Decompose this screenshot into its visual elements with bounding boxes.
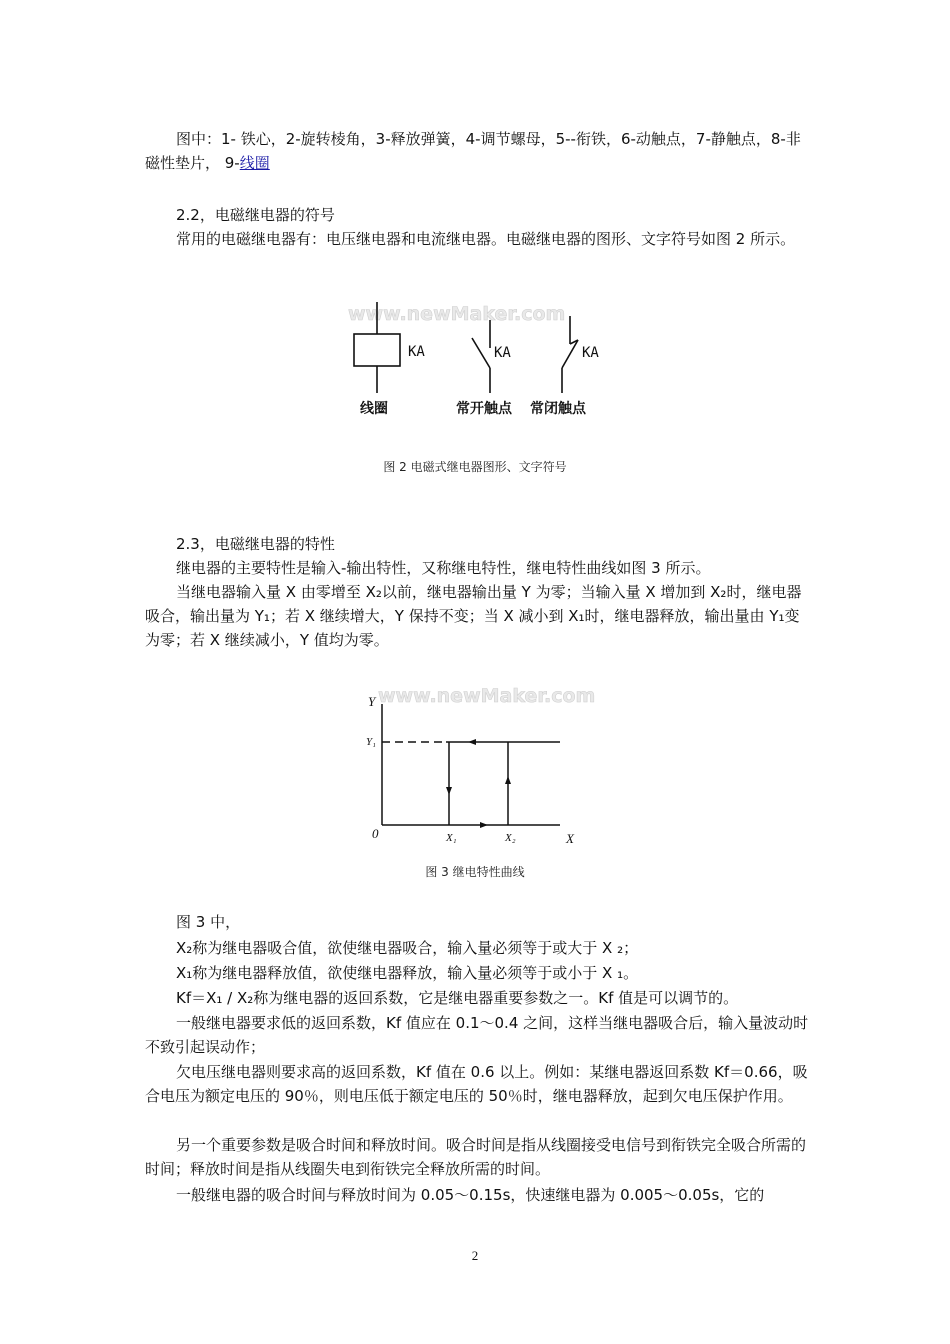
no-ka-label: KA bbox=[494, 345, 511, 361]
section-2-3-p1: 继电器的主要特性是输入-输出特性，又称继电特性，继电特性曲线如图 3 所示。 bbox=[176, 559, 711, 577]
down-arrow-x1 bbox=[446, 787, 452, 795]
coil-label: 线圈 bbox=[360, 401, 388, 417]
x1-label: X₁ bbox=[446, 832, 457, 844]
x-axis-label: X bbox=[566, 831, 574, 846]
figure-3-caption: 图 3 继电特性曲线 bbox=[425, 865, 525, 879]
nc-contact-label: 常闭触点 bbox=[530, 401, 586, 417]
section-2-3-p2: 当继电器输入量 X 由零增至 X₂以前，继电器输出量 Y 为零；当输入量 X 增加到 X₂时，继电器吸合，输出量为 Y₁；若 X 继续增大，Y 保持不变；当 X 减小到 X₁时，继电器释放，输出量由 Y₁变为零；若 X 继续减小，Y 值均为零。 bbox=[145, 583, 802, 649]
pickup-release-time: 另一个重要参数是吸合时间和释放时间。吸合时间是指从线圈接受电信号到衔铁完全吸合所需的时间；释放时间是指从线圈失电到衔铁完全释放所需的时间。 bbox=[145, 1136, 807, 1178]
x1-definition: X₁称为继电器释放值，欲使继电器释放，输入量必须等于或小于 X ₁。 bbox=[176, 964, 639, 982]
section-2-3-heading: 2.3，电磁继电器的特性 bbox=[176, 535, 335, 553]
kf-definition: Kf＝X₁ / X₂称为继电器的返回系数，它是继电器重要参数之一。Kf 值是可以调节的。 bbox=[176, 989, 739, 1007]
fig3-watermark: www.newMaker.com bbox=[378, 685, 595, 707]
undervoltage-relay: 欠电压继电器则要求高的返回系数，Kf 值在 0.6 以上。例如：某继电器返回系数 Kf＝0.66，吸合电压为额定电压的 90％，则电压低于额定电压的 50％时，继电器释放，起到欠电压保护作用。 bbox=[145, 1063, 808, 1105]
no-contact-blade bbox=[472, 338, 490, 368]
no-contact-label: 常开触点 bbox=[456, 401, 512, 417]
figure-legend-paragraph bbox=[145, 127, 810, 175]
nc-contact-blade bbox=[562, 340, 578, 368]
coil-rectangle bbox=[354, 334, 400, 366]
nc-ka-label: KA bbox=[582, 345, 599, 361]
section-2-2-body: 常用的电磁继电器有：电压继电器和电流继电器。电磁继电器的图形、文字符号如图 2 所示。 bbox=[176, 230, 796, 248]
figure-2-caption: 图 2 电磁式继电器图形、文字符号 bbox=[383, 460, 567, 474]
origin-label: 0 bbox=[372, 826, 379, 841]
low-return-coefficient: 一般继电器要求低的返回系数，Kf 值应在 0.1～0.4 之间，这样当继电器吸合后，输入量波动时不致引起误动作； bbox=[145, 1014, 809, 1056]
typical-times: 一般继电器的吸合时间与释放时间为 0.05～0.15s，快速继电器为 0.005～0.05s，它的 bbox=[176, 1186, 765, 1204]
figure-3-characteristic-curve bbox=[360, 680, 595, 850]
y-axis-label: Y bbox=[368, 694, 376, 709]
coil-link[interactable]: 线圈 bbox=[239, 154, 270, 172]
fig2-watermark: www.newMaker.com bbox=[348, 303, 566, 325]
left-arrow-y1 bbox=[468, 739, 476, 745]
figure-2-relay-symbols bbox=[340, 298, 610, 423]
x2-definition: X₂称为继电器吸合值，欲使继电器吸合，输入量必须等于或大于 X ₂； bbox=[176, 939, 639, 957]
legend-text: 图中：1- 铁心，2-旋转棱角，3-释放弹簧，4-调节螺母，5--衔铁，6-动触点，7-静触点，8-非磁性垫片， 9- bbox=[145, 130, 801, 172]
x2-label: X₂ bbox=[505, 832, 516, 844]
fig3-intro: 图 3 中， bbox=[176, 913, 241, 931]
coil-ka-label: KA bbox=[408, 344, 425, 360]
page-number: 2 bbox=[471, 1248, 479, 1263]
section-2-2-heading: 2.2，电磁继电器的符号 bbox=[176, 206, 335, 224]
right-arrow-x-axis bbox=[480, 822, 488, 828]
y1-label: Y₁ bbox=[366, 736, 376, 748]
up-arrow-x2 bbox=[505, 776, 511, 784]
